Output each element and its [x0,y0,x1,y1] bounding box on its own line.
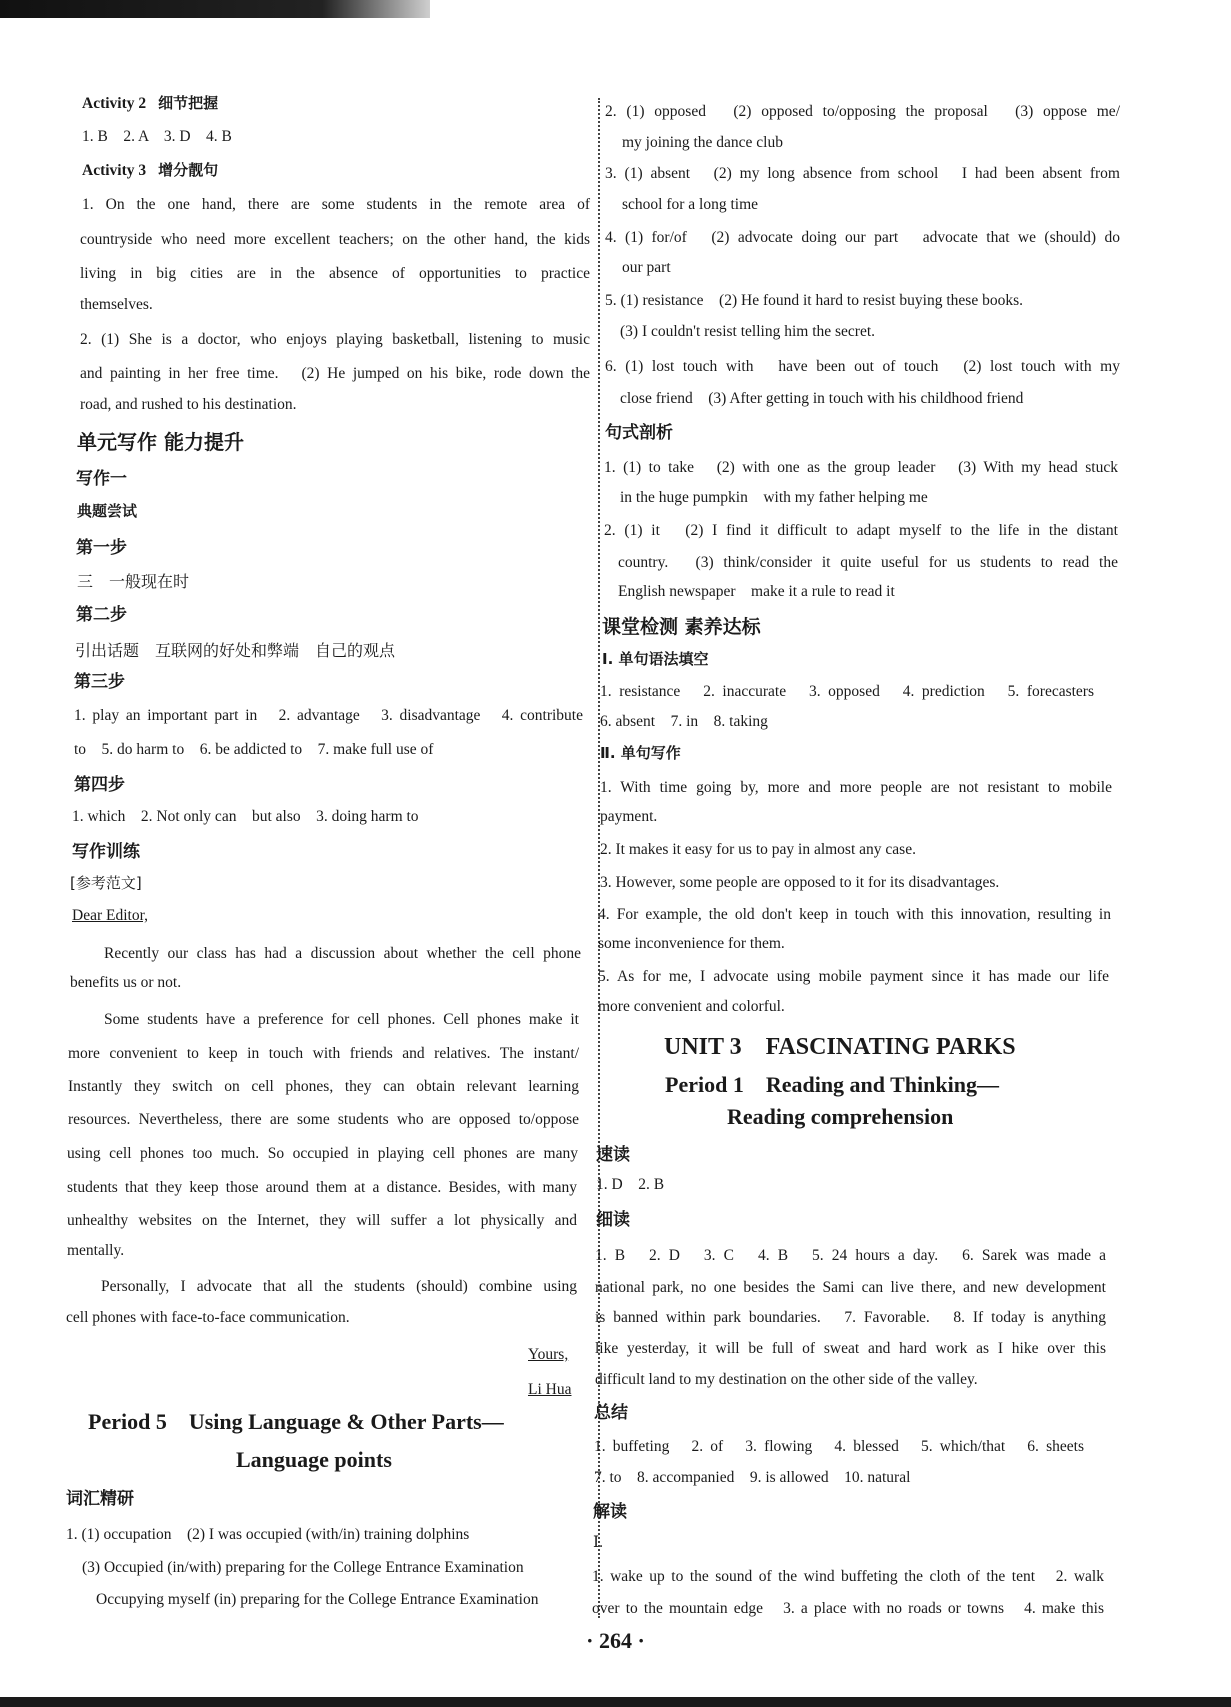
vocabulary-heading: 词汇精研 [66,1489,134,1509]
essay-line: mentally. [67,1242,125,1259]
answer-line: difficult land to my destination on the other side of the valley. [595,1371,978,1388]
syntax-analysis-heading: 句式剖析 [605,423,673,443]
answer-line: 2. (1) She is a doctor, who enjoys playing basketball, listening to music [80,331,590,348]
answer-line: is banned within park boundaries. 7. Favorable. 8. If today is anything [595,1309,1106,1326]
period5-title: Period 5 Using Language & Other Parts— [88,1409,504,1434]
essay-line: resources. Nevertheless, there are some students who are opposed to/oppose [68,1111,579,1128]
essay-line: Some students have a preference for cell phones. Cell phones make it [104,1011,579,1028]
activity3-label: Activity 3 [82,162,147,179]
answer-line: some inconvenience for them. [598,935,785,952]
step3-heading: 第三步 [74,672,125,692]
interpretation-heading: 解读 [593,1502,627,1522]
answer-line: 1. (1) to take (2) with one as the group leader (3) With my head stuck [604,459,1118,476]
essay-line: using cell phones too much. So occupied in playing cell phones are many [67,1145,578,1162]
answer-line: close friend (3) After getting in touch with his childhood friend [620,390,1024,407]
answer-line: and painting in her free time. (2) He jumped on his bike, rode down the [80,365,590,382]
answer-line: 3. (1) absent (2) my long absence from school I had been absent from [605,165,1120,182]
activity2-title: 细节把握 [158,94,219,112]
answer-line: to 5. do harm to 6. be addicted to 7. make full use of [74,741,434,758]
answer-line: school for a long time [622,196,759,213]
essay-closing: Yours, [528,1346,569,1363]
activity2-heading [82,92,218,113]
essay-line: cell phones with face-to-face communication. [66,1309,350,1326]
essay-line: Recently our class has had a discussion about whether the cell phone [104,945,581,962]
answer-line: 1. With time going by, more and more people are not resistant to mobile [600,779,1112,796]
part1-heading: Ⅰ. 单句语法填空 [602,650,709,668]
page-number: · 264 · [586,1628,645,1653]
activity3-heading [82,159,218,180]
period5-subtitle: Language points [236,1447,392,1472]
essay-line: Personally, I advocate that all the students (should) combine using [101,1278,577,1295]
scan-bottom-edge [0,1697,1231,1707]
sample-essay-label: [参考范文] [70,874,142,892]
answer-line: 1. resistance 2. inaccurate 3. opposed 4. prediction 5. forecasters [600,683,1094,700]
answer-line: living in big cities are in the absence of opportunities to practice [80,265,590,282]
unit3-title: UNIT 3 FASCINATING PARKS [664,1034,1016,1060]
answer-line: my joining the dance club [622,134,783,151]
roman-numeral-label: Ⅰ. [593,1534,603,1551]
class-check-heading: 课堂检测 素养达标 [602,616,761,638]
answer-line: our part [622,259,671,276]
answer-line: 1. B 2. D 3. C 4. B 5. 24 hours a day. 6. Sarek was made a [595,1247,1106,1264]
essay-line: unhealthy websites on the Internet, they will suffer a lot physically and [67,1212,577,1229]
step2-answer: 引出话题 互联网的好处和弊端 自己的观点 [75,641,396,660]
answer-line: 1. (1) occupation (2) I was occupied (with/in) training dolphins [66,1526,470,1543]
writing-training-heading: 写作训练 [72,842,140,862]
answer-line: 5. (1) resistance (2) He found it hard to resist buying these books. [605,292,1023,309]
essay-signature: Li Hua [528,1381,572,1398]
answer-line: 2. (1) opposed (2) opposed to/opposing the proposal (3) oppose me/ [605,103,1120,120]
step4-heading: 第四步 [74,775,125,795]
answer-line: Occupying myself (in) preparing for the College Entrance Examination [96,1591,539,1608]
answer-line: 5. As for me, I advocate using mobile payment since it has made our life [598,968,1109,985]
activity2-answers: 1. B 2. A 3. D 4. B [82,128,232,145]
answer-line: 3. However, some people are opposed to it for its disadvantages. [600,874,1000,891]
answer-line: national park, no one besides the Sami can live there, and new development [595,1279,1106,1296]
answer-line: (3) I couldn't resist telling him the secret. [620,323,876,340]
answer-line: road, and rushed to his destination. [80,396,297,413]
answer-line: 1. buffeting 2. of 3. flowing 4. blessed 5. which/that 6. sheets [594,1438,1084,1455]
answer-line: 4. (1) for/of (2) advocate doing our part advocate that we (should) do [605,229,1120,246]
essay-line: more convenient to keep in touch with friends and relatives. The instant/ [68,1045,579,1062]
step1-answer: 三 一般现在时 [77,572,190,591]
answer-line: (3) Occupied (in/with) preparing for the College Entrance Examination [82,1559,524,1576]
answer-line: 2. It makes it easy for us to pay in almost any case. [600,841,916,858]
answer-line: 6. absent 7. in 8. taking [600,713,768,730]
essay-line: benefits us or not. [70,974,182,991]
part2-heading: Ⅱ. 单句写作 [600,744,681,762]
detailed-reading-heading: 细读 [596,1210,630,1230]
answer-line: 1. wake up to the sound of the wind buffeting the cloth of the tent 2. walk [592,1568,1104,1585]
answer-line: 6. (1) lost touch with have been out of touch (2) lost touch with my [605,358,1120,375]
writing-one-heading: 写作一 [76,469,127,489]
answer-line: 7. to 8. accompanied 9. is allowed 10. natural [594,1469,911,1486]
activity3-title: 增分靓句 [158,161,219,179]
answer-line: English newspaper make it a rule to read it [618,583,895,600]
scan-edge-shadow [0,0,430,18]
answer-line: over to the mountain edge 3. a place with no roads or towns 4. make this [592,1600,1104,1617]
period1-title: Period 1 Reading and Thinking— [665,1072,999,1097]
step2-heading: 第二步 [76,605,127,625]
answer-line: 1. On the one hand, there are some students in the remote area of [82,196,590,213]
answer-line: 1. which 2. Not only can but also 3. doing harm to [72,808,419,825]
step1-heading: 第一步 [76,538,127,558]
essay-line: Instantly they switch on cell phones, they can obtain relevant learning [68,1078,579,1095]
answer-line: 4. For example, the old don't keep in touch with this innovation, resulting in [598,906,1111,923]
essay-salutation: Dear Editor, [72,907,148,924]
answer-line: payment. [600,808,658,825]
typical-question-heading: 典题尝试 [77,502,138,520]
answer-line: countryside who need more excellent teachers; on the other hand, the kids [80,231,590,248]
activity2-label: Activity 2 [82,95,147,112]
answer-line: 1. D 2. B [596,1176,665,1193]
answer-line: country. (3) think/consider it quite useful for us students to read the [618,554,1118,571]
answer-line: 2. (1) it (2) I find it difficult to adapt myself to the life in the distant [604,522,1118,539]
skimming-heading: 速读 [596,1145,630,1165]
answer-line: 1. play an important part in 2. advantage 3. disadvantage 4. contribute [74,707,583,724]
summary-heading: 总结 [594,1403,628,1423]
answer-line: themselves. [80,296,153,313]
section-heading-unit-writing: 单元写作 能力提升 [77,430,244,454]
essay-line: students that they keep those around them at a distance. Besides, with many [67,1179,577,1196]
answer-line: like yesterday, it will be full of sweat and hard work as I hike over this [595,1340,1106,1357]
answer-line: more convenient and colorful. [598,998,785,1015]
answer-line: in the huge pumpkin with my father helping me [620,489,928,506]
period1-subtitle: Reading comprehension [727,1104,954,1129]
